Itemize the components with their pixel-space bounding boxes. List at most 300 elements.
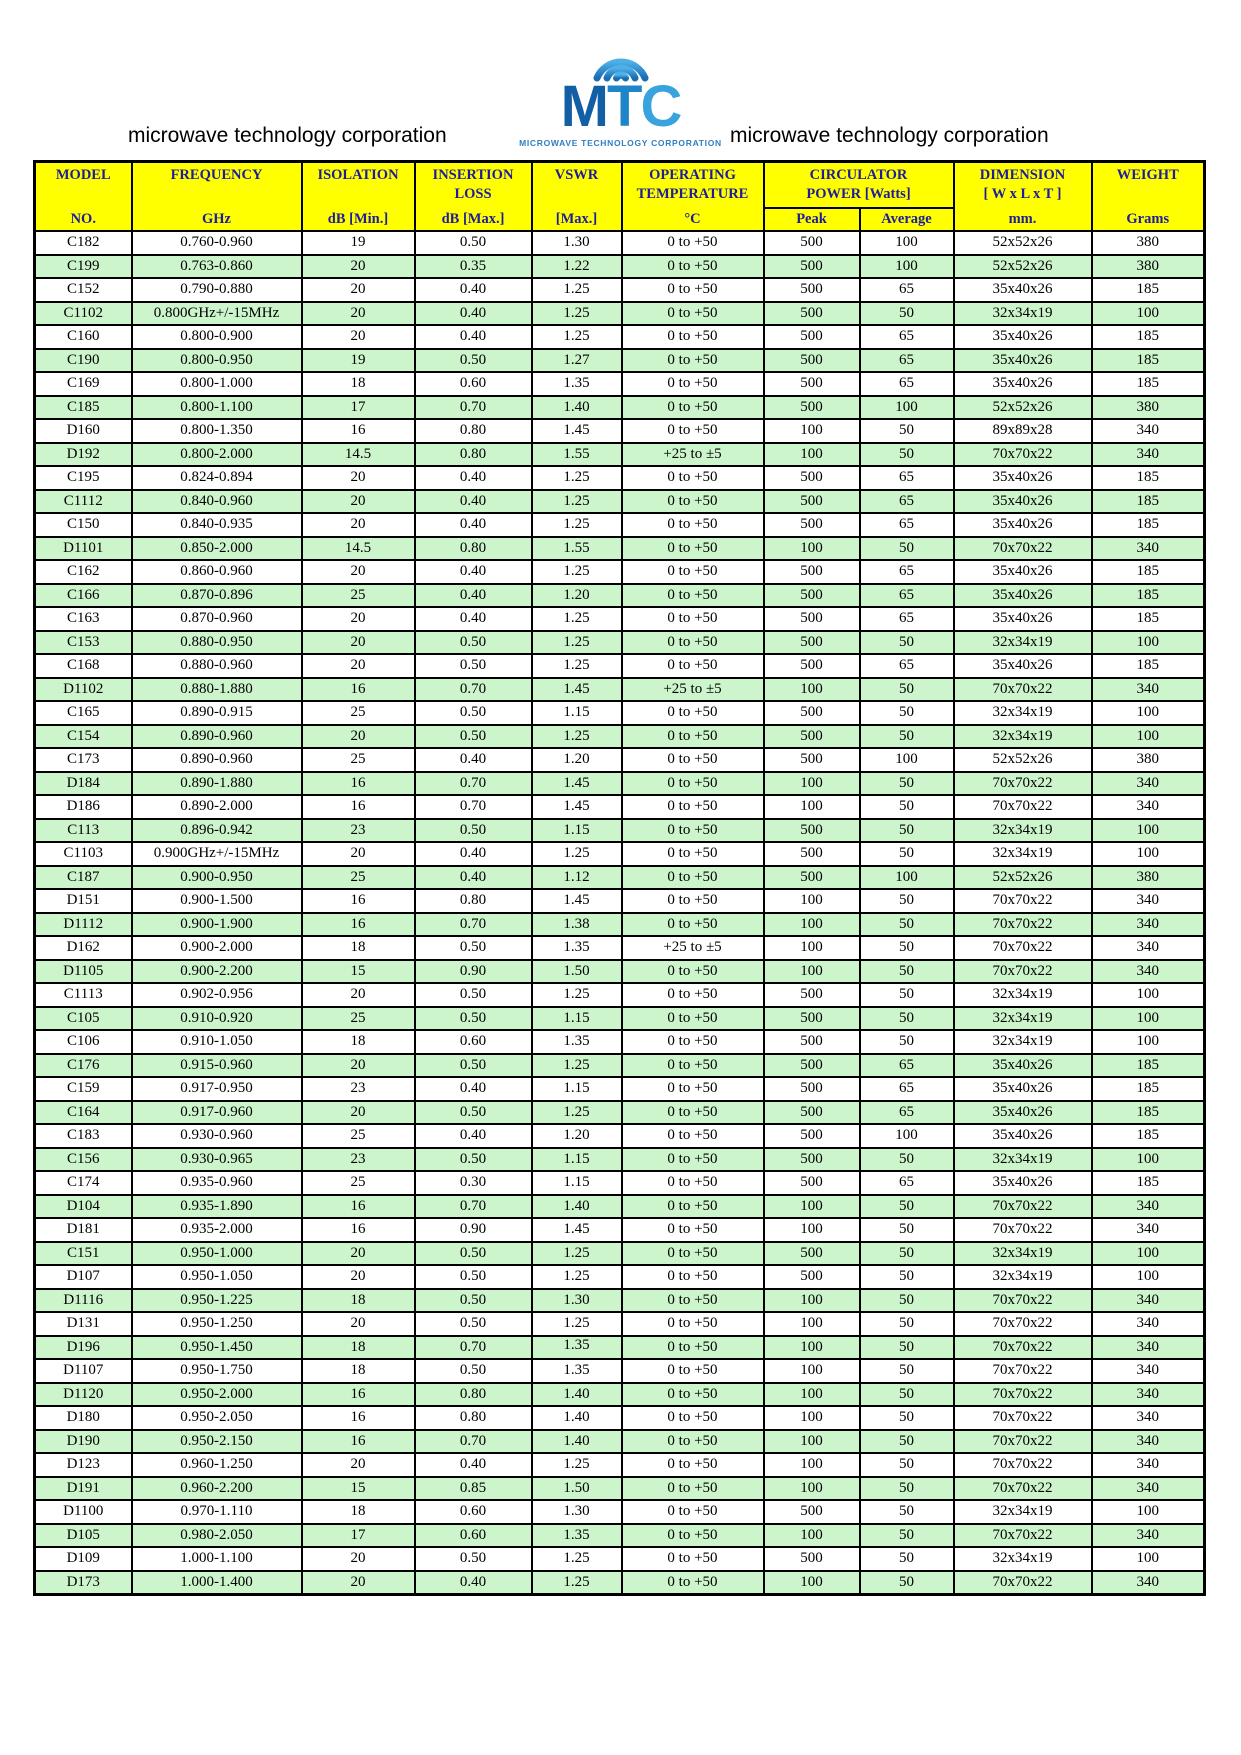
average-power-cell: 65 [860, 1077, 954, 1101]
weight-cell: 340 [1092, 1571, 1205, 1595]
frequency-cell: 0.870-0.960 [132, 607, 302, 631]
dimension-cell: 35x40x26 [954, 490, 1092, 514]
dimension-cell: 32x34x19 [954, 1242, 1092, 1266]
insertion-loss-cell: 0.40 [415, 584, 532, 608]
peak-power-cell: 100 [764, 1406, 860, 1430]
weight-cell: 185 [1092, 1171, 1205, 1195]
vswr-cell: 1.25 [532, 1242, 622, 1266]
table-row [35, 1218, 1205, 1242]
model-cell: D196 [35, 1336, 132, 1360]
insertion-loss-cell: 0.80 [415, 1383, 532, 1407]
dimension-cell: 70x70x22 [954, 678, 1092, 702]
frequency-cell: 0.890-0.915 [132, 701, 302, 725]
model-cell: D1112 [35, 913, 132, 937]
peak-power-cell: 500 [764, 1054, 860, 1078]
vswr-cell: 1.15 [532, 1007, 622, 1031]
temperature-cell: 0 to +50 [622, 772, 764, 796]
peak-power-cell: 100 [764, 678, 860, 702]
average-power-cell: 50 [860, 443, 954, 467]
temperature-cell: 0 to +50 [622, 278, 764, 302]
insertion-loss-cell: 0.40 [415, 1124, 532, 1148]
insertion-loss-cell: 0.50 [415, 1148, 532, 1172]
weight-cell: 380 [1092, 748, 1205, 772]
isolation-cell: 18 [302, 1289, 415, 1313]
table-row [35, 701, 1205, 725]
average-power-cell: 65 [860, 584, 954, 608]
average-power-cell: 50 [860, 1312, 954, 1336]
vswr-cell: 1.25 [532, 654, 622, 678]
insertion-loss-cell: 0.70 [415, 1195, 532, 1219]
weight-cell: 340 [1092, 795, 1205, 819]
average-power-cell: 50 [860, 772, 954, 796]
vswr-cell: 1.38 [532, 913, 622, 937]
temperature-cell: 0 to +50 [622, 1195, 764, 1219]
model-cell: C160 [35, 325, 132, 349]
isolation-cell: 20 [302, 1101, 415, 1125]
vswr-cell: 1.15 [532, 1077, 622, 1101]
dimension-cell: 35x40x26 [954, 607, 1092, 631]
weight-cell: 340 [1092, 1453, 1205, 1477]
average-power-cell: 65 [860, 654, 954, 678]
vswr-cell: 1.25 [532, 466, 622, 490]
dimension-cell: 70x70x22 [954, 960, 1092, 984]
temperature-cell: 0 to +50 [622, 1547, 764, 1571]
model-cell: C153 [35, 631, 132, 655]
dimension-cell: 32x34x19 [954, 1030, 1092, 1054]
model-cell: C195 [35, 466, 132, 490]
weight-cell: 185 [1092, 513, 1205, 537]
average-power-cell: 50 [860, 1477, 954, 1501]
frequency-cell: 0.910-0.920 [132, 1007, 302, 1031]
weight-cell: 185 [1092, 607, 1205, 631]
peak-power-cell: 100 [764, 1477, 860, 1501]
insertion-loss-cell: 0.80 [415, 443, 532, 467]
average-power-cell: 50 [860, 1524, 954, 1548]
vswr-cell: 1.40 [532, 1406, 622, 1430]
model-cell: D107 [35, 1265, 132, 1289]
peak-power-cell: 500 [764, 1101, 860, 1125]
frequency-cell: 0.950-1.250 [132, 1312, 302, 1336]
peak-power-cell: 100 [764, 913, 860, 937]
table-row [35, 1383, 1205, 1407]
frequency-cell: 0.900-2.200 [132, 960, 302, 984]
isolation-cell: 18 [302, 1359, 415, 1383]
model-cell: C162 [35, 560, 132, 584]
average-power-cell: 50 [860, 1359, 954, 1383]
average-power-cell: 65 [860, 490, 954, 514]
dimension-cell: 70x70x22 [954, 537, 1092, 561]
vswr-cell: 1.27 [532, 349, 622, 373]
peak-power-cell: 100 [764, 960, 860, 984]
dimension-cell: 32x34x19 [954, 1148, 1092, 1172]
vswr-cell: 1.25 [532, 607, 622, 631]
table-row [35, 1500, 1205, 1524]
frequency-cell: 0.960-1.250 [132, 1453, 302, 1477]
weight-cell: 340 [1092, 1359, 1205, 1383]
temperature-cell: 0 to +50 [622, 725, 764, 749]
table-row [35, 231, 1205, 255]
dimension-cell: 32x34x19 [954, 1007, 1092, 1031]
temperature-cell: 0 to +50 [622, 960, 764, 984]
table-row [35, 466, 1205, 490]
average-power-cell: 65 [860, 1171, 954, 1195]
frequency-cell: 0.950-1.225 [132, 1289, 302, 1313]
model-cell: C164 [35, 1101, 132, 1125]
temperature-cell: +25 to ±5 [622, 678, 764, 702]
dimension-cell: 89x89x28 [954, 419, 1092, 443]
weight-cell: 100 [1092, 1030, 1205, 1054]
frequency-cell: 0.910-1.050 [132, 1030, 302, 1054]
insertion-loss-cell: 0.50 [415, 701, 532, 725]
dimension-cell: 35x40x26 [954, 584, 1092, 608]
vswr-cell: 1.25 [532, 278, 622, 302]
header-unit-weight: Grams [1092, 208, 1205, 231]
temperature-cell: 0 to +50 [622, 748, 764, 772]
model-cell: C169 [35, 372, 132, 396]
vswr-cell: 1.45 [532, 772, 622, 796]
temperature-cell: 0 to +50 [622, 231, 764, 255]
isolation-cell: 18 [302, 1500, 415, 1524]
weight-cell: 340 [1092, 889, 1205, 913]
average-power-cell: 50 [860, 1265, 954, 1289]
insertion-loss-cell: 0.35 [415, 255, 532, 279]
isolation-cell: 16 [302, 1430, 415, 1454]
isolation-cell: 20 [302, 466, 415, 490]
weight-cell: 100 [1092, 1500, 1205, 1524]
model-cell: C154 [35, 725, 132, 749]
isolation-cell: 19 [302, 231, 415, 255]
model-cell: C1113 [35, 983, 132, 1007]
temperature-cell: 0 to +50 [622, 889, 764, 913]
vswr-cell: 1.45 [532, 795, 622, 819]
isolation-cell: 23 [302, 1077, 415, 1101]
average-power-cell: 65 [860, 607, 954, 631]
header-unit-temperature: °C [622, 208, 764, 231]
weight-cell: 340 [1092, 1524, 1205, 1548]
vswr-cell: 1.25 [532, 983, 622, 1007]
weight-cell: 340 [1092, 1477, 1205, 1501]
weight-cell: 380 [1092, 255, 1205, 279]
model-cell: D131 [35, 1312, 132, 1336]
logo-subtitle: MICROWAVE TECHNOLOGY CORPORATION [519, 138, 722, 148]
dimension-cell: 52x52x26 [954, 866, 1092, 890]
vswr-cell: 1.15 [532, 1171, 622, 1195]
weight-cell: 185 [1092, 278, 1205, 302]
temperature-cell: 0 to +50 [622, 325, 764, 349]
peak-power-cell: 500 [764, 1242, 860, 1266]
isolation-cell: 17 [302, 396, 415, 420]
isolation-cell: 18 [302, 936, 415, 960]
peak-power-cell: 500 [764, 1547, 860, 1571]
average-power-cell: 50 [860, 1289, 954, 1313]
average-power-cell: 50 [860, 795, 954, 819]
table-row [35, 1312, 1205, 1336]
table-row [35, 772, 1205, 796]
temperature-cell: 0 to +50 [622, 631, 764, 655]
dimension-cell: 35x40x26 [954, 1171, 1092, 1195]
peak-power-cell: 500 [764, 325, 860, 349]
weight-cell: 185 [1092, 372, 1205, 396]
average-power-cell: 100 [860, 748, 954, 772]
frequency-cell: 0.902-0.956 [132, 983, 302, 1007]
weight-cell: 340 [1092, 1383, 1205, 1407]
insertion-loss-cell: 0.70 [415, 913, 532, 937]
average-power-cell: 65 [860, 325, 954, 349]
vswr-cell: 1.20 [532, 584, 622, 608]
vswr-cell: 1.25 [532, 1054, 622, 1078]
frequency-cell: 0.950-2.050 [132, 1406, 302, 1430]
isolation-cell: 20 [302, 1453, 415, 1477]
frequency-cell: 0.935-1.890 [132, 1195, 302, 1219]
weight-cell: 100 [1092, 701, 1205, 725]
weight-cell: 185 [1092, 560, 1205, 584]
temperature-cell: 0 to +50 [622, 842, 764, 866]
peak-power-cell: 500 [764, 607, 860, 631]
weight-cell: 100 [1092, 1547, 1205, 1571]
table-row [35, 889, 1205, 913]
temperature-cell: 0 to +50 [622, 1312, 764, 1336]
header-frequency: FREQUENCY [132, 162, 302, 209]
insertion-loss-cell: 0.50 [415, 936, 532, 960]
peak-power-cell: 500 [764, 1148, 860, 1172]
isolation-cell: 15 [302, 960, 415, 984]
insertion-loss-cell: 0.70 [415, 1336, 532, 1360]
model-cell: D105 [35, 1524, 132, 1548]
model-cell: D1101 [35, 537, 132, 561]
vswr-cell: 1.35 [532, 936, 622, 960]
table-row [35, 513, 1205, 537]
vswr-cell: 1.25 [532, 1547, 622, 1571]
model-cell: D109 [35, 1547, 132, 1571]
dimension-cell: 35x40x26 [954, 560, 1092, 584]
insertion-loss-cell: 0.50 [415, 983, 532, 1007]
table-row [35, 443, 1205, 467]
insertion-loss-cell: 0.70 [415, 396, 532, 420]
vswr-cell: 1.25 [532, 490, 622, 514]
average-power-cell: 50 [860, 725, 954, 749]
peak-power-cell: 100 [764, 1218, 860, 1242]
peak-power-cell: 500 [764, 466, 860, 490]
temperature-cell: 0 to +50 [622, 1477, 764, 1501]
temperature-cell: 0 to +50 [622, 866, 764, 890]
isolation-cell: 18 [302, 1336, 415, 1360]
table-row [35, 537, 1205, 561]
model-cell: C1112 [35, 490, 132, 514]
model-cell: C106 [35, 1030, 132, 1054]
header-weight: WEIGHT [1092, 162, 1205, 209]
temperature-cell: 0 to +50 [622, 1383, 764, 1407]
insertion-loss-cell: 0.40 [415, 1571, 532, 1595]
dimension-cell: 35x40x26 [954, 466, 1092, 490]
isolation-cell: 16 [302, 1406, 415, 1430]
table-row [35, 584, 1205, 608]
insertion-loss-cell: 0.50 [415, 631, 532, 655]
temperature-cell: 0 to +50 [622, 1218, 764, 1242]
dimension-cell: 70x70x22 [954, 1430, 1092, 1454]
company-name-left: microwave technology corporation [128, 124, 447, 147]
weight-cell: 185 [1092, 1077, 1205, 1101]
weight-cell: 340 [1092, 678, 1205, 702]
frequency-cell: 0.760-0.960 [132, 231, 302, 255]
insertion-loss-cell: 0.50 [415, 1054, 532, 1078]
peak-power-cell: 500 [764, 302, 860, 326]
dimension-cell: 32x34x19 [954, 631, 1092, 655]
weight-cell: 100 [1092, 725, 1205, 749]
frequency-cell: 0.950-1.000 [132, 1242, 302, 1266]
model-cell: D1120 [35, 1383, 132, 1407]
weight-cell: 100 [1092, 1242, 1205, 1266]
dimension-cell: 70x70x22 [954, 1383, 1092, 1407]
temperature-cell: 0 to +50 [622, 537, 764, 561]
table-row [35, 372, 1205, 396]
temperature-cell: 0 to +50 [622, 1430, 764, 1454]
table-row [35, 819, 1205, 843]
temperature-cell: 0 to +50 [622, 1500, 764, 1524]
insertion-loss-cell: 0.50 [415, 231, 532, 255]
insertion-loss-cell: 0.70 [415, 772, 532, 796]
isolation-cell: 25 [302, 1007, 415, 1031]
dimension-cell: 70x70x22 [954, 1312, 1092, 1336]
isolation-cell: 16 [302, 913, 415, 937]
table-row [35, 842, 1205, 866]
temperature-cell: 0 to +50 [622, 1148, 764, 1172]
insertion-loss-cell: 0.40 [415, 513, 532, 537]
isolation-cell: 20 [302, 607, 415, 631]
table-row [35, 1547, 1205, 1571]
average-power-cell: 65 [860, 513, 954, 537]
temperature-cell: 0 to +50 [622, 1571, 764, 1595]
insertion-loss-cell: 0.60 [415, 1030, 532, 1054]
vswr-cell: 1.25 [532, 1453, 622, 1477]
table-row [35, 302, 1205, 326]
logo-letter-t: T [607, 74, 641, 139]
insertion-loss-cell: 0.80 [415, 889, 532, 913]
insertion-loss-cell: 0.60 [415, 1524, 532, 1548]
table-row [35, 631, 1205, 655]
model-cell: C151 [35, 1242, 132, 1266]
model-cell: D123 [35, 1453, 132, 1477]
weight-cell: 185 [1092, 466, 1205, 490]
temperature-cell: 0 to +50 [622, 1336, 764, 1360]
temperature-cell: 0 to +50 [622, 419, 764, 443]
header-unit-model: NO. [35, 208, 132, 231]
dimension-cell: 70x70x22 [954, 772, 1092, 796]
average-power-cell: 100 [860, 231, 954, 255]
isolation-cell: 20 [302, 725, 415, 749]
insertion-loss-cell: 0.50 [415, 1242, 532, 1266]
temperature-cell: 0 to +50 [622, 372, 764, 396]
insertion-loss-cell: 0.40 [415, 490, 532, 514]
frequency-cell: 0.980-2.050 [132, 1524, 302, 1548]
weight-cell: 380 [1092, 231, 1205, 255]
average-power-cell: 50 [860, 1148, 954, 1172]
peak-power-cell: 500 [764, 560, 860, 584]
vswr-cell: 1.45 [532, 678, 622, 702]
weight-cell: 100 [1092, 1265, 1205, 1289]
model-cell: C185 [35, 396, 132, 420]
table-row [35, 325, 1205, 349]
average-power-cell: 50 [860, 913, 954, 937]
table-row [35, 278, 1205, 302]
average-power-cell: 50 [860, 631, 954, 655]
vswr-cell: 1.40 [532, 1195, 622, 1219]
vswr-cell: 1.35 [532, 372, 622, 396]
vswr-cell: 1.55 [532, 443, 622, 467]
frequency-cell: 0.800GHz+/-15MHz [132, 302, 302, 326]
header-isolation: ISOLATION [302, 162, 415, 209]
frequency-cell: 0.950-2.000 [132, 1383, 302, 1407]
dimension-cell: 32x34x19 [954, 1265, 1092, 1289]
table-row [35, 1195, 1205, 1219]
circulator-spec-table [33, 160, 1206, 1596]
temperature-cell: 0 to +50 [622, 560, 764, 584]
table-row [35, 490, 1205, 514]
insertion-loss-cell: 0.80 [415, 1406, 532, 1430]
table-row [35, 1007, 1205, 1031]
model-cell: C199 [35, 255, 132, 279]
weight-cell: 340 [1092, 537, 1205, 561]
header-insertion-loss: INSERTION LOSS [415, 162, 532, 209]
average-power-cell: 50 [860, 1383, 954, 1407]
table-row [35, 419, 1205, 443]
insertion-loss-cell: 0.50 [415, 1289, 532, 1313]
isolation-cell: 16 [302, 795, 415, 819]
average-power-cell: 65 [860, 1101, 954, 1125]
peak-power-cell: 500 [764, 278, 860, 302]
frequency-cell: 0.900-1.500 [132, 889, 302, 913]
temperature-cell: 0 to +50 [622, 513, 764, 537]
weight-cell: 340 [1092, 1312, 1205, 1336]
insertion-loss-cell: 0.90 [415, 960, 532, 984]
dimension-cell: 70x70x22 [954, 1359, 1092, 1383]
model-cell: C152 [35, 278, 132, 302]
model-cell: D1105 [35, 960, 132, 984]
insertion-loss-cell: 0.40 [415, 866, 532, 890]
insertion-loss-cell: 0.50 [415, 1547, 532, 1571]
vswr-cell: 1.20 [532, 748, 622, 772]
peak-power-cell: 500 [764, 1500, 860, 1524]
model-cell: C1102 [35, 302, 132, 326]
table-row [35, 1171, 1205, 1195]
average-power-cell: 50 [860, 889, 954, 913]
peak-power-cell: 500 [764, 654, 860, 678]
average-power-cell: 50 [860, 1430, 954, 1454]
vswr-cell: 1.25 [532, 1312, 622, 1336]
model-cell: D192 [35, 443, 132, 467]
weight-cell: 185 [1092, 654, 1205, 678]
average-power-cell: 50 [860, 1218, 954, 1242]
isolation-cell: 25 [302, 1124, 415, 1148]
insertion-loss-cell: 0.40 [415, 302, 532, 326]
isolation-cell: 15 [302, 1477, 415, 1501]
peak-power-cell: 500 [764, 349, 860, 373]
temperature-cell: 0 to +50 [622, 1453, 764, 1477]
vswr-cell: 1.25 [532, 1571, 622, 1595]
vswr-cell: 1.25 [532, 1265, 622, 1289]
isolation-cell: 25 [302, 866, 415, 890]
temperature-cell: 0 to +50 [622, 913, 764, 937]
average-power-cell: 65 [860, 466, 954, 490]
frequency-cell: 0.880-0.960 [132, 654, 302, 678]
frequency-cell: 0.763-0.860 [132, 255, 302, 279]
header-unit-dimension: mm. [954, 208, 1092, 231]
average-power-cell: 50 [860, 1336, 954, 1360]
temperature-cell: 0 to +50 [622, 1030, 764, 1054]
vswr-cell: 1.15 [532, 701, 622, 725]
frequency-cell: 0.800-1.100 [132, 396, 302, 420]
peak-power-cell: 500 [764, 1171, 860, 1195]
isolation-cell: 20 [302, 255, 415, 279]
